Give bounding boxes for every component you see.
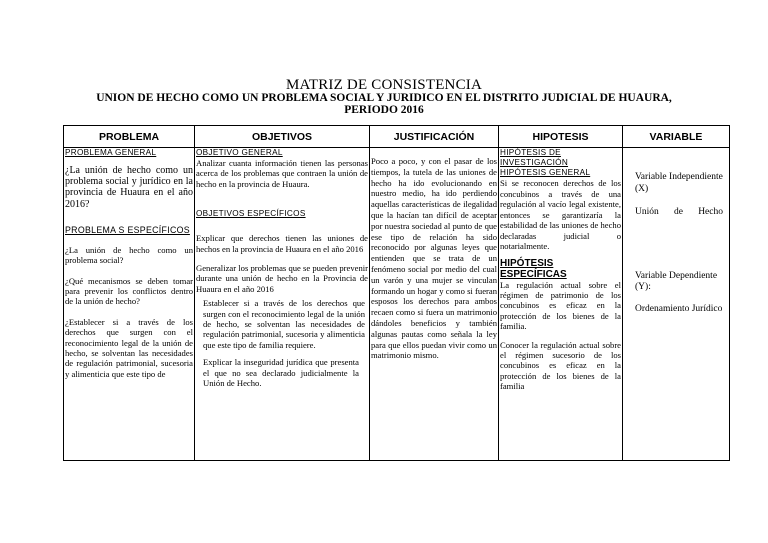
objetivo-especifico-2: Generalizar los problemas que se pueden prevenir durante una unión de hecho en la Provincia de Huaura en el año 2016 <box>196 263 368 294</box>
header-objetivos: OBJETIVOS <box>195 126 370 148</box>
variable-dependiente-value: Ordenamiento Jurídico <box>635 303 723 314</box>
justificacion-cell <box>370 148 499 461</box>
hipotesis-especificas-label: HIPÓTESIS ESPECÍFICAS <box>500 257 567 280</box>
objetivo-general-label: OBJETIVO GENERAL <box>196 148 283 157</box>
objetivo-especifico-4: Explicar la inseguridad jurídica que presenta el que no sea declarado judicialmente la Unión de Hecho. <box>203 357 359 389</box>
variable-independiente-value: Unión de Hecho <box>635 207 723 217</box>
objetivos-cell <box>195 148 370 461</box>
variable-dependiente-label: Variable Dependiente (Y): <box>635 270 718 292</box>
objetivos-especificos-label: OBJETIVOS ESPECÍFICOS <box>196 209 306 219</box>
header-problema: PROBLEMA <box>64 126 195 148</box>
hipotesis-general-text: Si se reconocen derechos de los concubinos a través de una regulación al vacío legal existente, entonces se garantizaría la estabilidad de las uniones de hecho declaradas judicial o notarialmente. <box>500 178 621 251</box>
header-justificacion: JUSTIFICACIÓN <box>370 126 499 148</box>
hipotesis-investigacion-label: HIPÓTESIS DE INVESTIGACIÓN <box>500 148 569 167</box>
variable-cell <box>623 148 730 461</box>
variable-independiente-label: Variable Independiente (X) <box>635 172 723 194</box>
hipotesis-especifica-1: La regulación actual sobre el régimen de patrimonio de los concubinos es eficaz en la protección de los bienes de la familia. <box>500 279 621 332</box>
hipotesis-especifica-2: Conocer la regulación actual sobre el régimen sucesorio de los concubinos es eficaz en la protección de los bienes de la familia <box>500 339 621 392</box>
header-hipotesis: HIPOTESIS <box>499 126 623 148</box>
objetivo-general-text: Analizar cuanta información tienen las personas acerca de los problemas que contraen la unión de hecho en la provincia de Huaura. <box>196 158 368 189</box>
header-variable: VARIABLE <box>623 126 730 148</box>
document-title: MATRIZ DE CONSISTENCIA <box>285 77 483 93</box>
problemas-especificos-label: PROBLEMA S ESPECÍFICOS <box>65 224 190 235</box>
problema-general-label: PROBLEMA GENERAL <box>65 148 157 157</box>
problema-especifico-1: ¿La unión de hecho como un problema social? <box>65 244 193 266</box>
hipotesis-general-label: HIPÓTESIS GENERAL <box>500 168 591 177</box>
problema-especifico-3: ¿Establecer si a través de los derechos que surgen con el reconocimiento legal de la unión de hecho, se solventan las necesidades de regulación patrimonial, sucesoria y alimenticia que este tipo de <box>65 316 193 379</box>
problema-cell <box>64 148 195 461</box>
hipotesis-cell <box>499 148 623 461</box>
problema-general-text: ¿La unión de hecho como un problema social y jurídico en la provincia de Huaura en el año 2016? <box>65 165 193 210</box>
problema-especifico-2: ¿Qué mecanismos se deben tomar para prevenir los conflictos dentro de la unión de hecho? <box>65 275 193 307</box>
header-row <box>64 126 730 148</box>
objetivo-especifico-1: Explicar que derechos tienen las uniones de hechos en la provincia de Huaura en el año 2016 <box>196 233 368 254</box>
content-row <box>64 148 730 461</box>
objetivo-especifico-3: Establecer si a través de los derechos que surgen con el reconocimiento legal de la unión de hecho, se solventan las necesidades de regulación patrimonial, sucesoria y alimenticia que este tipo de familia requiere. <box>203 298 365 350</box>
justificacion-text: Poco a poco, y con el pasar de los tiempos, la tutela de las uniones de hecho ha ido evolucionando en nuestro medio, ha ido perdiendo aquellas características de ilegalidad que la hacían tan difícil de aceptar por nuestra sociedad al punto de que ese tipo de relación ha sido reconocido por algunas leyes que entienden que se trata de un fenómeno social por medio del cual un varón y una mujer se vinculan formando un hogar y como si fueran esposos los derechos para ambos recaen como si fuera un matrimonio dándoles beneficios y también algunas pautas como señala la ley para que ellos puedan vivir como un matrimonio mismo. <box>371 156 497 361</box>
document-subtitle: UNION DE HECHO COMO UN PROBLEMA SOCIAL Y JURIDICO EN EL DISTRITO JUDICIAL DE HUAURA, PERIODO 2016 <box>96 92 672 116</box>
consistency-matrix-table <box>63 125 730 461</box>
